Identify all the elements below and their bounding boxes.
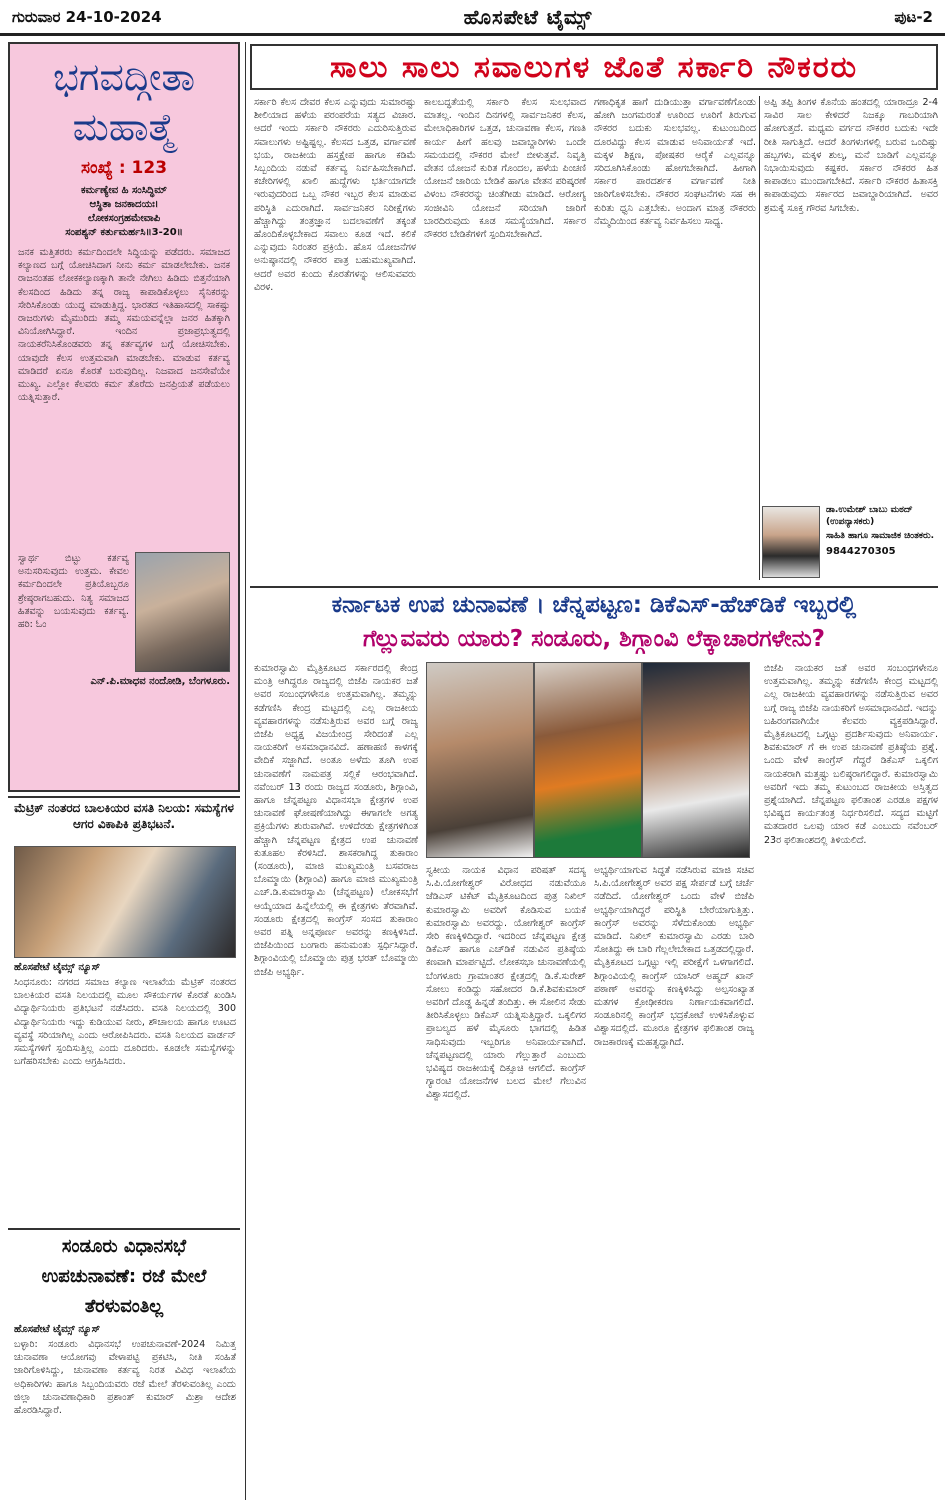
- author-photo: [135, 552, 230, 672]
- hostel-body: ಸಿಂಧನೂರು: ನಗರದ ಸಮಾಜ ಕಲ್ಯಾಣ ಇಲಾಖೆಯ ಮೆಟ್ರಿಕ್ ನಂತರದ ಬಾಲಕಿಯರ ವಸತಿ ನಿಲಯದಲ್ಲಿ ಮೂಲ ಸೌಕರ್ಯಗಳ ಕೊರತೆ ಖಂಡಿಸಿ ವಿದ್ಯಾರ್ಥಿನಿಯರು ಪ್ರತಿಭಟನೆ ನಡೆಸಿದರು. ವಸತಿ ನಿಲಯದಲ್ಲಿ 300 ವಿದ್ಯಾರ್ಥಿನಿಯರು ಇದ್ದು ಕುಡಿಯುವ ನೀರು, ಶೌಚಾಲಯ ಹಾಗೂ ಊಟದ ವ್ಯವಸ್ಥೆ ಸರಿಯಾಗಿಲ್ಲ ಎಂದು ಆರೋಪಿಸಿದರು. ವಸತಿ ನಿಲಯದ ವಾರ್ಡನ್ ಸಮಸ್ಯೆಗಳಿಗೆ ಸ್ಪಂದಿಸುತ್ತಿಲ್ಲ ಎಂದು ದೂರಿದರು. ಕೂಡಲೇ ಸಮಸ್ಯೆಗಳನ್ನು ಬಗೆಹರಿಸಬೇಕು ಎಂದು ಆಗ್ರಹಿಸಿದರು.: [14, 977, 236, 1068]
- verse-line: ಆಸ್ಥಿತಾ ಜನಕಾದಯಃ।: [89, 199, 159, 210]
- main-headline: ಸಾಲು ಸಾಲು ಸವಾಲುಗಳ ಜೊತೆ ಸರ್ಕಾರಿ ನೌಕರರು: [250, 44, 938, 90]
- main-story-col-4: ಅಪ್ಪಿ ತಪ್ಪಿ ತಿಂಗಳ ಕೊನೆಯ ಹಂತದಲ್ಲಿ ಯಾರಾದ್ರೂ 2-4 ಸಾವಿರ ಸಾಲ ಕೇಳಿದರೆ ನಿಜಕ್ಕೂ ಗಾಬರಿಯಾಗಿ ಹೋಗುತ್ತದೆ. ಮಧ್ಯಮ ವರ್ಗದ ನೌಕರರ ಬದುಕು ಇದೇ ರೀತಿ ಸಾಗುತ್ತಿದೆ. ಆದರೆ ತಿಂಗಳುಗಳಲ್ಲಿ ಬರುವ ಒಂದಿಷ್ಟು ಹಬ್ಬಗಳು, ಮಕ್ಕಳ ಶುಲ್ಕ, ಮನೆ ಬಾಡಿಗೆ ಎಲ್ಲವನ್ನೂ ನಿಭಾಯಿಸುವುದು ಕಷ್ಟಕರ. ಸರ್ಕಾರ ನೌಕರರ ಹಿತ ಕಾಪಾಡಲು ಮುಂದಾಗಬೇಕಿದೆ. ಸರ್ಕಾರಿ ನೌಕರರ ಹಿತಾಸಕ್ತಿ ಕಾಪಾಡುವುದು ಸರ್ಕಾರದ ಜವಾಬ್ದಾರಿಯಾಗಿದೆ. ಅವರ ಶ್ರಮಕ್ಕೆ ಸೂಕ್ತ ಗೌರವ ಸಿಗಬೇಕು.: [764, 97, 938, 214]
- sandur-body: ಬಳ್ಳಾರಿ: ಸಂಡೂರು ವಿಧಾನಸಭೆ ಉಪಚುನಾವಣೆ-2024 ನಿಮಿತ್ತ ಚುನಾವಣಾ ಆಯೋಗವು ವೇಳಾಪಟ್ಟಿ ಪ್ರಕಟಿಸಿ, ನೀತಿ ಸಂಹಿತೆ ಜಾರಿಗೊಳಿಸಿದ್ದು, ಚುನಾವಣಾ ಕರ್ತವ್ಯ ನಿರತ ವಿವಿಧ ಇಲಾಖೆಯ ಅಧಿಕಾರಿಗಳು ಹಾಗೂ ಸಿಬ್ಬಂದಿಯವರು ರಜೆ ಮೇಲೆ ತೆರಳುವಂತಿಲ್ಲ ಎಂದು ಜಿಲ್ಲಾ ಚುನಾವಣಾಧಿಕಾರಿ ಪ್ರಶಾಂತ್ ಕುಮಾರ್ ಮಿಶ್ರಾ ಆದೇಶ ಹೊರಡಿಸಿದ್ದಾರೆ.: [14, 1339, 236, 1417]
- masthead: ಹೊಸಪೇಟೆ ಟೈಮ್ಸ್: [463, 4, 593, 29]
- hostel-source: ಹೊಸಪೇಟೆ ಟೈಮ್ಸ್ ನ್ಯೂಸ್: [14, 962, 101, 973]
- election-col-mid2: ಅಭ್ಯರ್ಥಿಯಾಗುವ ಸಿದ್ಧತೆ ನಡೆಸಿರುವ ಮಾಜಿ ಸಚಿವ ಸಿ.ಪಿ.ಯೋಗೇಶ್ವರ್ ಅವರ ಪಕ್ಷ ಸೇರ್ಪಡೆ ಬಗ್ಗೆ ಚರ್ಚೆ ನಡೆದಿದೆ. ಯೋಗೇಶ್ವರ್ ಒಂದು ವೇಳೆ ಬಿಜೆಪಿ ಅಭ್ಯರ್ಥಿಯಾಗಿದ್ದರೆ ಪರಿಸ್ಥಿತಿ ಬೇರೆಯಾಗುತ್ತಿತ್ತು. ಕಾಂಗ್ರೆಸ್ ಅವರನ್ನು ಸೆಳೆದುಕೊಂಡು ಅಭ್ಯರ್ಥಿ ಮಾಡಿದೆ. ನಿಖಿಲ್ ಕುಮಾರಸ್ವಾಮಿ ಎರಡು ಬಾರಿ ಸೋತಿದ್ದು ಈ ಬಾರಿ ಗೆಲ್ಲಲೇಬೇಕಾದ ಒತ್ತಡದಲ್ಲಿದ್ದಾರೆ. ಮೈತ್ರಿಕೂಟದ ಒಗ್ಗಟ್ಟು ಇಲ್ಲಿ ಪರೀಕ್ಷೆಗೆ ಒಳಗಾಗಲಿದೆ. ಶಿಗ್ಗಾಂವಿಯಲ್ಲಿ ಕಾಂಗ್ರೆಸ್ ಯಾಸಿರ್ ಅಹ್ಮದ್ ಖಾನ್ ಪಠಾಣ್ ಅವರನ್ನು ಕಣಕ್ಕಿಳಿಸಿದ್ದು ಅಲ್ಪಸಂಖ್ಯಾತ ಮತಗಳ ಕ್ರೋಢೀಕರಣ ನಿರ್ಣಾಯಕವಾಗಲಿದೆ. ಸಂಡೂರಿನಲ್ಲಿ ಕಾಂಗ್ರೆಸ್ ಭದ್ರಕೋಟೆ ಉಳಿಸಿಕೊಳ್ಳುವ ವಿಶ್ವಾಸದಲ್ಲಿದೆ. ಮೂರೂ ಕ್ಷೇತ್ರಗಳ ಫಲಿತಾಂಶ ರಾಜ್ಯ ರಾಜಕಾರಣಕ್ಕೆ ಮಹತ್ವದ್ದಾಗಿದೆ.: [594, 865, 754, 1048]
- issue-date: ಗುರುವಾರ 24-10-2024: [12, 7, 162, 26]
- politician-photo: [534, 662, 642, 858]
- gita-body-2: ಸ್ವಾರ್ಥ ಬಿಟ್ಟು ಕರ್ತವ್ಯ ಅನುಸರಿಸುವುದು ಉತ್ತಮ. ಕೇವಲ ಕರ್ಮದಿಂದಲೇ ಪ್ರತಿಯೊಬ್ಬರೂ ಶ್ರೇಷ್ಠರಾಗಬಹುದು. ನಿತ್ಯ ಸಮಾಜದ ಹಿತವನ್ನು ಬಯಸುವುದು ಕರ್ತವ್ಯ. ಹರಿ: ಓಂ: [18, 553, 129, 631]
- author-name: ಡಾ.ಉಮೇಶ್ ಬಾಬು ಮಠದ್ (ಉಪನ್ಯಾಸಕರು): [826, 505, 913, 527]
- sandur-heading: [8, 1232, 240, 1322]
- election-headline: [250, 586, 938, 658]
- gita-byline: ಎನ್.ಪಿ.ಮಾಧವ ನಂದೋಡಿ, ಬೆಂಗಳೂರು.: [90, 676, 230, 687]
- sandur-heading-line: ಉಪಚುನಾವಣೆ: ರಜೆ ಮೇಲೆ: [41, 1266, 207, 1287]
- verse-line: ಸಂಪಶ್ಯನ್ ಕರ್ತುಮರ್ಹಸಿ॥3-20॥: [65, 227, 183, 238]
- page-number: ಪುಟ-2: [894, 7, 933, 26]
- sandur-heading-line: ತೆರಳುವಂತಿಲ್ಲ: [84, 1296, 164, 1317]
- main-story-col-1: ಸರ್ಕಾರಿ ಕೆಲಸ ದೇವರ ಕೆಲಸ ಎನ್ನುವುದು ಸುಮಾರಷ್ಟು ಶೀಲಿಯಾದ ಹಳೆಯ ಪರಂಪರೆಯ ಸತ್ಯದ ವಿಚಾರ. ಆದರೆ ಇಂದು ಸರ್ಕಾರಿ ನೌಕರರು ಎದುರಿಸುತ್ತಿರುವ ಸವಾಲುಗಳು ಅಷ್ಟಿಷ್ಟಲ್ಲ. ಕೆಲಸದ ಒತ್ತಡ, ವರ್ಗಾವಣೆ ಭಯ, ರಾಜಕೀಯ ಹಸ್ತಕ್ಷೇಪ ಹಾಗೂ ಕಡಿಮೆ ಸಿಬ್ಬಂದಿಯ ನಡುವೆ ಕರ್ತವ್ಯ ನಿರ್ವಹಿಸಬೇಕಾಗಿದೆ. ಕಚೇರಿಗಳಲ್ಲಿ ಖಾಲಿ ಹುದ್ದೆಗಳು ಭರ್ತಿಯಾಗದೇ ಇರುವುದರಿಂದ ಒಬ್ಬ ನೌಕರ ಇಬ್ಬರ ಕೆಲಸ ಮಾಡುವ ಪರಿಸ್ಥಿತಿ ಎದುರಾಗಿದೆ. ಸಾರ್ವಜನಿಕರ ನಿರೀಕ್ಷೆಗಳು ಹೆಚ್ಚಾಗಿದ್ದು ತಂತ್ರಜ್ಞಾನ ಬದಲಾವಣೆಗೆ ತಕ್ಕಂತೆ ಹೊಂದಿಕೊಳ್ಳಬೇಕಾದ ಸವಾಲು ಕೂಡ ಇದೆ. ಕಲಿಕೆ ಎನ್ನುವುದು ನಿರಂತರ ಪ್ರಕ್ರಿಯೆ. ಹೊಸ ಯೋಜನೆಗಳ ಅನುಷ್ಠಾನದಲ್ಲಿ ನೌಕರರ ಪಾತ್ರ ಬಹುಮುಖ್ಯವಾಗಿದೆ. ಆದರೆ ಅವರ ಕುಂದು ಕೊರತೆಗಳನ್ನು ಆಲಿಸುವವರು ವಿರಳ.: [254, 97, 416, 293]
- election-col-mid: ಸ್ವಕೀಯ ನಾಯಕ ವಿಧಾನ ಪರಿಷತ್ ಸದಸ್ಯ ಸಿ.ಪಿ.ಯೋಗೇಶ್ವರ್ ವಿರೋಧದ ನಡುವೆಯೂ ಜೆಡಿಎಸ್ ಟಿಕೆಟ್ ಮೈತ್ರಿಕೂಟದಿಂದ ಪುತ್ರ ನಿಖಿಲ್ ಕುಮಾರಸ್ವಾಮಿ ಅವರಿಗೆ ಕೊಡಿಸುವ ಬಯಕೆ ಕುಮಾರಸ್ವಾಮಿ ಅವರದ್ದು. ಯೋಗೇಶ್ವರ್ ಕಾಂಗ್ರೆಸ್ ಸೇರಿ ಕಣಕ್ಕಿಳಿದಿದ್ದಾರೆ. ಇದರಿಂದ ಚೆನ್ನಪಟ್ಟಣ ಕ್ಷೇತ್ರ ಡಿಕೆಎಸ್ ಹಾಗೂ ಎಚ್‌ಡಿಕೆ ನಡುವಿನ ಪ್ರತಿಷ್ಠೆಯ ಕಣವಾಗಿ ಮಾರ್ಪಟ್ಟಿದೆ. ಲೋಕಸಭಾ ಚುನಾವಣೆಯಲ್ಲಿ ಬೆಂಗಳೂರು ಗ್ರಾಮಾಂತರ ಕ್ಷೇತ್ರದಲ್ಲಿ ಡಿ.ಕೆ.ಸುರೇಶ್ ಸೋಲು ಕಂಡಿದ್ದು ಸಹೋದರ ಡಿ.ಕೆ.ಶಿವಕುಮಾರ್ ಅವರಿಗೆ ದೊಡ್ಡ ಹಿನ್ನಡೆ ತಂದಿತ್ತು. ಈ ಸೋಲಿನ ಸೇಡು ತೀರಿಸಿಕೊಳ್ಳಲು ಡಿಕೆಎಸ್ ಯತ್ನಿಸುತ್ತಿದ್ದಾರೆ. ಒಕ್ಕಲಿಗರ ಪ್ರಾಬಲ್ಯದ ಹಳೆ ಮೈಸೂರು ಭಾಗದಲ್ಲಿ ಹಿಡಿತ ಸಾಧಿಸುವುದು ಇಬ್ಬರಿಗೂ ಅನಿವಾರ್ಯವಾಗಿದೆ. ಚೆನ್ನಪಟ್ಟಣದಲ್ಲಿ ಯಾರು ಗೆಲ್ಲುತ್ತಾರೆ ಎಂಬುದು ಭವಿಷ್ಯದ ರಾಜಕೀಯಕ್ಕೆ ದಿಕ್ಸೂಚಿ ಆಗಲಿದೆ. ಕಾಂಗ್ರೆಸ್ ಗ್ಯಾರಂಟಿ ಯೋಜನೆಗಳ ಬಲದ ಮೇಲೆ ಗೆಲುವಿನ ವಿಶ್ವಾಸದಲ್ಲಿದೆ.: [426, 865, 586, 1101]
- sandur-source: ಹೊಸಪೇಟೆ ಟೈಮ್ಸ್ ನ್ಯೂಸ್: [14, 1324, 101, 1335]
- author-photo: [762, 506, 820, 578]
- hostel-heading: ಮೆಟ್ರಿಕ್ ನಂತರದ ಬಾಲಕಿಯರ ವಸತಿ ನಿಲಯ: ಸಮಸ್ಯೆಗಳ ಆಗರ ವಿಕಾಪಿಕಿ ಪ್ರತಿಭಟನೆ.: [14, 801, 234, 831]
- column-rule: [759, 96, 760, 580]
- author-box: [762, 500, 938, 580]
- sandur-heading-line: ಸಂಡೂರು ವಿಧಾನಸಭೆ: [61, 1236, 187, 1257]
- verse-line: ಲೋಕಸಂಗ್ರಹಮೇವಾಪಿ: [87, 213, 161, 224]
- author-phone: 9844270305: [826, 546, 896, 557]
- author-role: ಸಾಹಿತಿ ಹಾಗೂ ಸಾಮಾಜಿಕ ಚಿಂತಕರು.: [826, 531, 935, 541]
- hostel-photo: [14, 846, 236, 958]
- politician-photo: [426, 662, 534, 858]
- election-col-left: ಕುಮಾರಸ್ವಾಮಿ ಮೈತ್ರಿಕೂಟದ ಸರ್ಕಾರದಲ್ಲಿ ಕೇಂದ್ರ ಮಂತ್ರಿ ಆಗಿದ್ದರೂ ರಾಜ್ಯದಲ್ಲಿ ಬಿಜೆಪಿ ನಾಯಕರ ಜತೆ ಅವರ ಸಂಬಂಧಗಳೇನೂ ಉತ್ತಮವಾಗಿಲ್ಲ. ತಮ್ಮನ್ನು ಕಡೆಗಣಿಸಿ ಕೇಂದ್ರ ಮಟ್ಟದಲ್ಲಿ ಎಲ್ಲ ರಾಜಕೀಯ ವ್ಯವಹಾರಗಳನ್ನು ನಡೆಸುತ್ತಿರುವ ಅವರ ಬಗ್ಗೆ ರಾಜ್ಯ ಬಿಜೆಪಿ ಅಧ್ಯಕ್ಷ ವಿಜಯೇಂದ್ರ ಸೇರಿದಂತೆ ಎಲ್ಲ ನಾಯಕರಿಗೆ ಅಸಮಾಧಾನವಿದೆ. ಹಣಾಹಣಿ ಕಾಳಗಕ್ಕೆ ವೇದಿಕೆ ಸಜ್ಜಾಗಿದೆ. ಅಂತೂ ಅಳೆದು ತೂಗಿ ಉಪ ಚುನಾವಣೆಗೆ ನಾಮಪತ್ರ ಸಲ್ಲಿಕೆ ಆರಂಭವಾಗಿದೆ. ನವೆಂಬರ್ 13 ರಂದು ರಾಜ್ಯದ ಸಂಡೂರು, ಶಿಗ್ಗಾಂವಿ, ಹಾಗೂ ಚೆನ್ನಪಟ್ಟಣ ವಿಧಾನಸಭಾ ಕ್ಷೇತ್ರಗಳ ಉಪ ಚುನಾವಣೆ ಘೋಷಣೆಯಾಗಿದ್ದು ಈಗಾಗಲೇ ಅಗತ್ಯ ಪ್ರಕ್ರಿಯೆಗಳು ಶುರುವಾಗಿವೆ. ಉಳಿದೆರಡು ಕ್ಷೇತ್ರಗಳಿಗಿಂತ ಹೆಚ್ಚಾಗಿ ಚೆನ್ನಪಟ್ಟಣ ಕ್ಷೇತ್ರದ ಉಪ ಚುನಾವಣೆ ಕುತೂಹಲ ಕೆರಳಿಸಿದೆ. ಶಾಸಕರಾಗಿದ್ದ ತುಕಾರಾಂ (ಸಂಡೂರು), ಮಾಜಿ ಮುಖ್ಯಮಂತ್ರಿ ಬಸವರಾಜ ಬೊಮ್ಮಾಯಿ (ಶಿಗ್ಗಾಂವಿ) ಹಾಗೂ ಮಾಜಿ ಮುಖ್ಯಮಂತ್ರಿ ಎಚ್.ಡಿ.ಕುಮಾರಸ್ವಾಮಿ (ಚೆನ್ನಪಟ್ಟಣ) ಲೋಕಸಭೆಗೆ ಆಯ್ಕೆಯಾದ ಹಿನ್ನೆಲೆಯಲ್ಲಿ ಈ ಕ್ಷೇತ್ರಗಳು ತೆರವಾಗಿವೆ. ಸಂಡೂರು ಕ್ಷೇತ್ರದಲ್ಲಿ ಕಾಂಗ್ರೆಸ್ ಸಂಸದ ತುಕಾರಾಂ ಅವರ ಪತ್ನಿ ಅನ್ನಪೂರ್ಣ ಅವರನ್ನು ಕಣಕ್ಕಿಳಿಸಿದೆ. ಬಿಜೆಪಿಯಿಂದ ಬಂಗಾರು ಹನುಮಂತು ಸ್ಪರ್ಧಿಸಿದ್ದಾರೆ. ಶಿಗ್ಗಾಂವಿಯಲ್ಲಿ ಬೊಮ್ಮಾಯಿ ಪುತ್ರ ಭರತ್ ಬೊಮ್ಮಾಯಿ ಬಿಜೆಪಿ ಅಭ್ಯರ್ಥಿ.: [254, 663, 418, 978]
- verse-line: ಕರ್ಮಣ್ಯೇವ ಹಿ ಸಂಸಿದ್ಧಿಮ್: [80, 185, 168, 196]
- gita-body: ಜನಕ ಮತ್ತಿತರರು ಕರ್ಮದಿಂದಲೇ ಸಿದ್ಧಿಯನ್ನು ಪಡೆದರು. ಸಮಾಜದ ಕಲ್ಯಾಣದ ಬಗ್ಗೆ ಯೋಚಿಸಿದಾಗ ನೀನು ಕರ್ಮ ಮಾಡಲೇಬೇಕು. ಜನಕ ರಾಜನಂತಹ ಲೋಕಕಲ್ಯಾಣಕ್ಕಾಗಿ ತಾನೇ ನೇಗಿಲು ಹಿಡಿದು ಬಿತ್ತನೆಯಾಗಿ ಕೆಲಸದಿಂದ ಹಿಡಿದು ತನ್ನ ರಾಜ್ಯ ಕಾಪಾಡಿಕೊಳ್ಳಲು ಸೈನಿಕರನ್ನು ಸೇರಿಸಿಕೊಂಡು ಯುದ್ಧ ಮಾಡುತ್ತಿದ್ದ. ಭಾರತದ ಇತಿಹಾಸದಲ್ಲಿ ಸಾಕಷ್ಟು ರಾಜರುಗಳು ಮೈಮುರಿದು ತಮ್ಮ ಸಮಯವನ್ನೆಲ್ಲಾ ಜನರ ಹಿತಕ್ಕಾಗಿ ವಿನಿಯೋಗಿಸಿದ್ದಾರೆ. ಇಂದಿನ ಪ್ರಜಾಪ್ರಭುತ್ವದಲ್ಲಿ ನಾಯಕರೆನಿಸಿಕೊಂಡವರು ತನ್ನ ಕರ್ತವ್ಯಗಳ ಬಗ್ಗೆ ಯೋಚಿಸಬೇಕು. ಯಾವುದೇ ಕೆಲಸ ಉತ್ತಮವಾಗಿ ಮಾಡಬೇಕು. ಮಾಡುವ ಕರ್ತವ್ಯ ಮಾಡಿದರೆ ಏನೂ ಕೊರತೆ ಬರುವುದಿಲ್ಲ. ನಿಜವಾದ ಜನಸೇವೆಯೇ ಮುಖ್ಯ. ಎಲ್ಲೋ ಕೆಲವರು ಕರ್ಮ ತೊರೆದು ಜನಪ್ರಿಯತೆ ಪಡೆಯಲು ಯತ್ನಿಸುತ್ತಾರೆ.: [18, 247, 230, 404]
- election-headline-line2: ಗೆಲ್ಲುವವರು ಯಾರು? ಸಂಡೂರು, ಶಿಗ್ಗಾಂವಿ ಲೆಕ್ಕಾಚಾರಗಳೇನು?: [362, 626, 826, 652]
- gita-title: ಭಗವದ್ಗೀತಾ ಮಹಾತ್ಮೆ: [52, 55, 196, 149]
- main-story-col-2: ಕಾಲಬದ್ಧತೆಯಲ್ಲಿ ಸರ್ಕಾರಿ ಕೆಲಸ ಸುಲಭವಾದ ಮಾತಲ್ಲ. ಇಂದಿನ ದಿನಗಳಲ್ಲಿ ಸಾರ್ವಜನಿಕರ ಕೆಲಸ, ಮೇಲಾಧಿಕಾರಿಗಳ ಒತ್ತಡ, ಚುನಾವಣಾ ಕೆಲಸ, ಗಣತಿ ಕಾರ್ಯ ಹೀಗೆ ಹಲವು ಜವಾಬ್ದಾರಿಗಳು ಒಂದೇ ಸಮಯದಲ್ಲಿ ನೌಕರರ ಮೇಲೆ ಬೀಳುತ್ತವೆ. ನಿವೃತ್ತಿ ವೇತನ ಯೋಜನೆ ಕುರಿತ ಗೊಂದಲ, ಹಳೆಯ ಪಿಂಚಣಿ ಯೋಜನೆ ಜಾರಿಯ ಬೇಡಿಕೆ ಹಾಗೂ ವೇತನ ಪರಿಷ್ಕರಣೆ ವಿಳಂಬ ನೌಕರರನ್ನು ಚಿಂತೆಗೀಡು ಮಾಡಿದೆ. ಆರೋಗ್ಯ ಸಂಜೀವಿನಿ ಯೋಜನೆ ಸರಿಯಾಗಿ ಜಾರಿಗೆ ಬಾರದಿರುವುದು ಕೂಡ ಸಮಸ್ಯೆಯಾಗಿದೆ. ಸರ್ಕಾರ ನೌಕರರ ಬೇಡಿಕೆಗಳಿಗೆ ಸ್ಪಂದಿಸಬೇಕಾಗಿದೆ.: [424, 97, 586, 241]
- election-col-right: ಬಿಜೆಪಿ ನಾಯಕರ ಜತೆ ಅವರ ಸಂಬಂಧಗಳೇನೂ ಉತ್ತಮವಾಗಿಲ್ಲ. ತಮ್ಮನ್ನು ಕಡೆಗಣಿಸಿ ಕೇಂದ್ರ ಮಟ್ಟದಲ್ಲಿ ಎಲ್ಲ ರಾಜಕೀಯ ವ್ಯವಹಾರಗಳನ್ನು ನಡೆಸುತ್ತಿರುವ ಅವರ ಬಗ್ಗೆ ರಾಜ್ಯ ಬಿಜೆಪಿ ನಾಯಕರಿಗೆ ಅಸಮಾಧಾನವಿದೆ. ಇದನ್ನು ಬಹಿರಂಗವಾಗಿಯೇ ಕೆಲವರು ವ್ಯಕ್ತಪಡಿಸಿದ್ದಾರೆ. ಮೈತ್ರಿಕೂಟದಲ್ಲಿ ಒಗ್ಗಟ್ಟು ಪ್ರದರ್ಶಿಸುವುದು ಅನಿವಾರ್ಯ. ಶಿವಕುಮಾರ್ ಗೆ ಈ ಉಪ ಚುನಾವಣೆ ಪ್ರತಿಷ್ಠೆಯ ಪ್ರಶ್ನೆ. ಒಂದು ವೇಳೆ ಕಾಂಗ್ರೆಸ್ ಗೆದ್ದರೆ ಡಿಕೆಎಸ್ ಒಕ್ಕಲಿಗ ನಾಯಕರಾಗಿ ಮತ್ತಷ್ಟು ಬಲಿಷ್ಠರಾಗಲಿದ್ದಾರೆ. ಕುಮಾರಸ್ವಾಮಿ ಅವರಿಗೆ ಇದು ತಮ್ಮ ಕುಟುಂಬದ ರಾಜಕೀಯ ಅಸ್ತಿತ್ವದ ಪ್ರಶ್ನೆಯಾಗಿದೆ. ಚೆನ್ನಪಟ್ಟಣ ಫಲಿತಾಂಶ ಎರಡೂ ಪಕ್ಷಗಳ ಭವಿಷ್ಯದ ಕಾರ್ಯತಂತ್ರ ನಿರ್ಧರಿಸಲಿದೆ. ಸದ್ಯದ ಮಟ್ಟಿಗೆ ಮತದಾರರ ಒಲವು ಯಾರ ಕಡೆ ಎಂಬುದು ನವೆಂಬರ್ 23ರ ಫಲಿತಾಂಶದಲ್ಲಿ ತಿಳಿಯಲಿದೆ.: [764, 663, 938, 846]
- politician-photo: [642, 662, 750, 858]
- divider: [8, 1228, 240, 1230]
- page-header: [0, 0, 945, 36]
- divider: [8, 796, 240, 798]
- gita-column: [8, 42, 240, 792]
- column-rule: [245, 42, 246, 1500]
- politicians-photo: [426, 662, 750, 858]
- gita-number: ಸಂಖ್ಯೆ : 123: [80, 158, 168, 178]
- election-headline-line1: ಕರ್ನಾಟಕ ಉಪ ಚುನಾವಣೆ । ಚೆನ್ನಪಟ್ಟಣ: ಡಿಕೆಎಸ್-ಹೆಚ್‌ಡಿಕೆ ಇಬ್ಬರಲ್ಲಿ: [331, 592, 857, 618]
- main-story-col-3: ಗಣಾಧಿಕೃತ ಹಾಗೆ ದುಡಿಯುತ್ತಾ ವರ್ಗಾವಣೆಗೊಂಡು ಹೋಗಿ ಜಂಗಮರಂತೆ ಊರಿಂದ ಊರಿಗೆ ತಿರುಗುವ ನೌಕರರ ಬದುಕು ಸುಲಭವಲ್ಲ. ಕುಟುಂಬದಿಂದ ದೂರವಿದ್ದು ಕೆಲಸ ಮಾಡುವ ಅನಿವಾರ್ಯತೆ ಇದೆ. ಮಕ್ಕಳ ಶಿಕ್ಷಣ, ಪೋಷಕರ ಆರೈಕೆ ಎಲ್ಲವನ್ನೂ ಸರಿದೂಗಿಸಿಕೊಂಡು ಹೋಗಬೇಕಾಗಿದೆ. ಹೀಗಾಗಿ ಸರ್ಕಾರ ಪಾರದರ್ಶಕ ವರ್ಗಾವಣೆ ನೀತಿ ಜಾರಿಗೊಳಿಸಬೇಕು. ನೌಕರರ ಸಂಘಟನೆಗಳು ಸಹ ಈ ಕುರಿತು ಧ್ವನಿ ಎತ್ತಬೇಕು. ಅಂದಾಗ ಮಾತ್ರ ನೌಕರರು ನೆಮ್ಮದಿಯಿಂದ ಕರ್ತವ್ಯ ನಿರ್ವಹಿಸಲು ಸಾಧ್ಯ.: [594, 97, 756, 227]
